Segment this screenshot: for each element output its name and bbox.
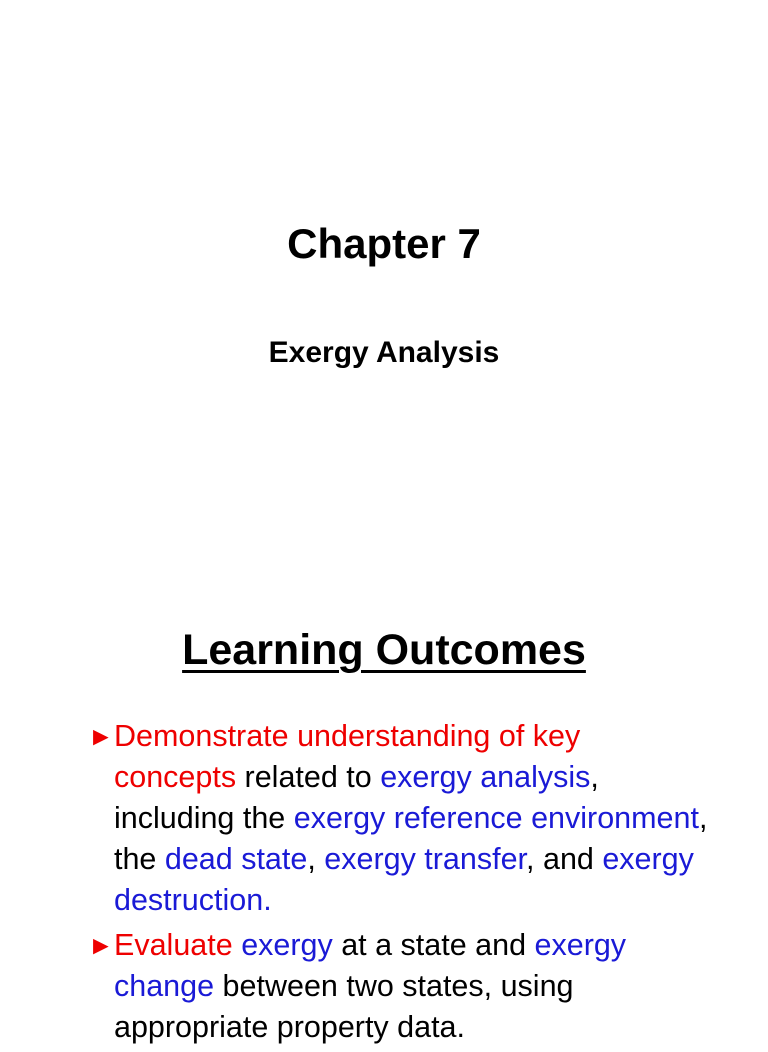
outcome-segment: exergy analysis xyxy=(380,760,591,794)
outcome-segment: at a state and xyxy=(332,928,535,962)
outcome-segment: . xyxy=(263,883,272,917)
outcome-segment: , including the xyxy=(114,760,599,835)
outcome-segment: exergy reference environment xyxy=(293,801,699,835)
chapter-subtitle: Exergy Analysis xyxy=(268,336,500,369)
outcome-segment: dead state xyxy=(164,842,308,876)
outcome-segment: exergy destruction xyxy=(114,842,694,917)
outcome-item xyxy=(88,716,708,921)
chapter-title: Chapter 7 xyxy=(287,220,481,267)
bullet-arrow-icon: ► xyxy=(88,721,114,751)
outcome-item xyxy=(88,925,708,1048)
outcome-segment: exergy change xyxy=(114,928,627,1003)
outcome-segment: , xyxy=(307,842,325,876)
outcome-segment: Evaluate xyxy=(114,928,233,962)
outcome-segment: exergy xyxy=(241,928,333,962)
learning-outcomes-heading: Learning Outcomes xyxy=(182,626,586,674)
outcome-segment: , the xyxy=(114,801,708,876)
bullet-arrow-icon: ► xyxy=(88,930,114,960)
outcome-segment: Demonstrate understanding of key concepts xyxy=(114,719,581,794)
outcome-segment: , and xyxy=(526,842,603,876)
outcome-segment: exergy transfer xyxy=(324,842,527,876)
outcome-segment xyxy=(233,928,241,962)
outcome-segment: between two states, using appropriate property data. xyxy=(114,969,574,1044)
learning-outcomes-list xyxy=(88,716,708,1052)
outcome-segment: related to xyxy=(236,760,381,794)
